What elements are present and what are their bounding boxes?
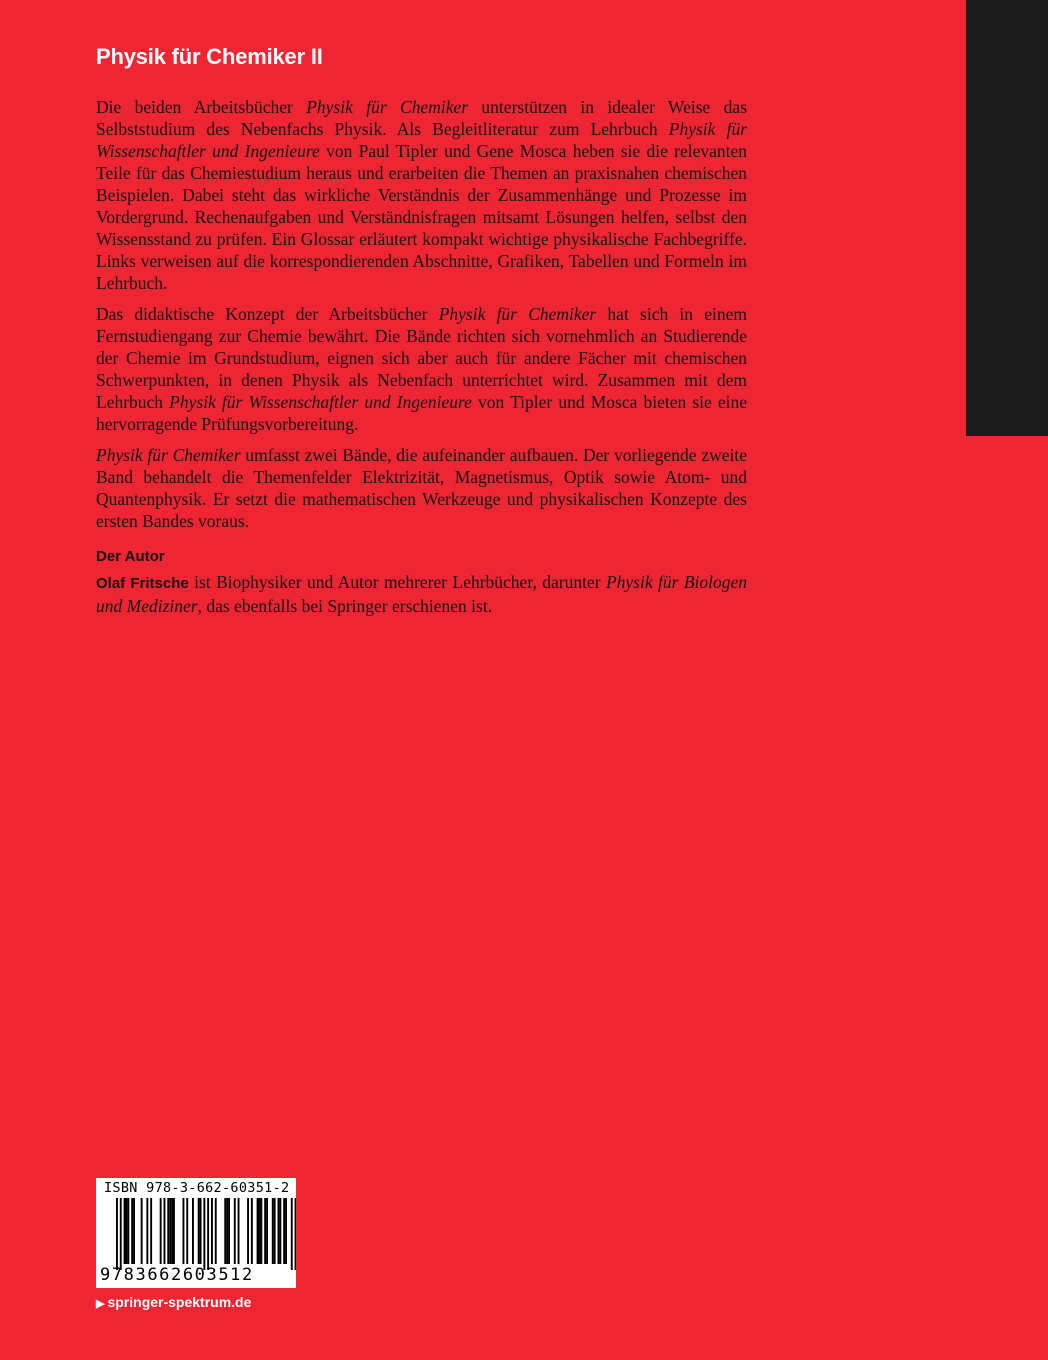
website-url: springer-spektrum.de <box>107 1294 252 1310</box>
barcode-bar <box>224 1198 226 1264</box>
barcode-bar <box>133 1198 135 1264</box>
barcode-bar <box>127 1198 129 1264</box>
blurb-text-segment: unterstützen in idealer Weise das Selbststudium des Nebenfachs Physik. Als Begleitliteratur zum Lehrbuch <box>96 97 748 139</box>
barcode-bar <box>126 1198 128 1264</box>
barcode-bar <box>226 1198 228 1264</box>
author-bio-segment: , das ebenfalls bei Springer erschienen ist. <box>197 596 493 616</box>
blurb-text-segment: Physik für Chemiker <box>438 304 597 324</box>
author-bio-text <box>96 572 747 616</box>
barcode-bar <box>120 1198 122 1270</box>
barcode-bar <box>160 1198 162 1264</box>
author-bio <box>96 571 747 617</box>
barcode-bar <box>279 1198 281 1264</box>
barcode-bar <box>266 1198 268 1264</box>
page-title: Physik für Chemiker II <box>96 44 323 69</box>
blurb-text-segment: Das didaktische Konzept der Arbeitsbücher <box>96 304 439 324</box>
barcode-bar <box>141 1198 143 1264</box>
barcode-bar <box>192 1198 194 1264</box>
barcode-bar <box>167 1198 169 1264</box>
barcode-bar <box>278 1198 280 1264</box>
blurb-text-segment: hat sich in einem Fernstudiengang zur Chemie bewährt. Die Bände richten sich vornehmlich an Studierende der Chemie im Grundstudium, eignen sich aber auch für andere Fächer mit chemischen Schwerpunkten, in denen Physik als Nebenfach unterrichtet wird. Zusammen mit dem Lehrbuch <box>96 304 747 412</box>
barcode-bar <box>203 1198 205 1270</box>
barcode-bar <box>116 1198 118 1270</box>
barcode-bar <box>264 1198 266 1264</box>
barcode-bar <box>131 1198 133 1264</box>
barcode-bar <box>183 1198 185 1264</box>
barcode-bar <box>169 1198 171 1264</box>
barcode-bar <box>260 1198 262 1264</box>
ean-digits: 9783662603512 <box>100 1265 254 1285</box>
author-name: Olaf Fritsche <box>96 575 189 592</box>
spine-bar <box>966 0 1048 436</box>
barcode-box <box>96 1178 296 1288</box>
blurb-text-segment: Physik für Wissenschaftler und Ingenieure <box>169 392 472 412</box>
blurb-text-segment: von Paul Tipler und Gene Mosca heben sie die relevanten Teile für das Chemiestudium heraus und erarbeiten die Themen an praxisnahen chemischen Beispielen. Dabei steht das wirkliche Verständnis der Zusammenhänge und Prozesse im Vordergrund. Rechenaufgaben und Verständnisfragen mitsamt Lösungen helfen, selbst den Wissensstand zu prüfen. Ein Glossar erläutert kompakt wichtige physikalische Fachbegriffe. Links verweisen auf die korrespondierenden Abschnitte, Grafiken, Tabellen und Formeln im Lehrbuch. <box>96 141 747 293</box>
barcode-bar <box>295 1198 296 1270</box>
blurb-paragraph-3 <box>96 444 747 532</box>
barcode-bar <box>186 1198 188 1264</box>
barcode-bar <box>215 1198 217 1264</box>
barcode-bar <box>274 1198 276 1264</box>
barcode-bar <box>150 1198 152 1264</box>
barcode-bar <box>247 1198 249 1264</box>
barcode-bar <box>257 1198 259 1264</box>
barcode-bar <box>211 1198 213 1264</box>
barcode-bar <box>173 1198 175 1264</box>
blurb-paragraph-1 <box>96 96 747 294</box>
barcode-bar <box>238 1198 240 1264</box>
barcode-bar <box>124 1198 126 1264</box>
barcode-bar <box>234 1198 236 1264</box>
barcode-bar <box>285 1198 287 1264</box>
barcode-bar <box>164 1198 166 1264</box>
barcode-bar <box>228 1198 230 1264</box>
isbn-label: ISBN 978-3-662-60351-2 <box>104 1180 290 1196</box>
barcode-bar <box>146 1198 148 1264</box>
author-bio-segment: Physik für Biologen und Mediziner <box>96 572 747 616</box>
author-bio-segment: ist Biophysiker und Autor mehrerer Lehrbücher, darunter <box>188 572 606 592</box>
blurb-text-segment: umfasst zwei Bände, die aufeinander aufbauen. Der vorliegende zweite Band behandelt die Themenfelder Elektrizität, Magnetismus, Optik sowie Atom- und Quantenphysik. Er setzt die mathematischen Werkzeuge und physikalischen Konzepte des ersten Bandes voraus. <box>96 445 747 531</box>
barcode-bar <box>291 1198 293 1270</box>
barcode-bar <box>272 1198 274 1264</box>
barcode-bar <box>251 1198 253 1264</box>
blurb-text <box>96 96 747 626</box>
barcode-bar <box>259 1198 261 1264</box>
blurb-text-segment: Physik für Wissenschaftler und Ingenieure <box>96 119 747 161</box>
barcode-bar <box>207 1198 209 1270</box>
barcode-bar <box>198 1198 200 1264</box>
blurb-text-segment: von Tipler und Mosca bieten sie eine hervorragende Prüfungsvorbereitung. <box>96 392 748 434</box>
blurb-paragraph-2 <box>96 303 747 435</box>
barcode-bar <box>171 1198 173 1264</box>
barcode-bar <box>200 1198 202 1264</box>
barcode-bar <box>283 1198 285 1264</box>
blurb-text-segment: Physik für Chemiker <box>306 97 469 117</box>
blurb-text-segment: Physik für Chemiker <box>96 445 241 465</box>
play-arrow-icon: ▶ <box>96 1298 105 1310</box>
author-heading: Der Autor <box>96 548 165 565</box>
blurb-text-segment: Die beiden Arbeitsbücher <box>96 97 307 117</box>
website-link[interactable] <box>96 1294 251 1310</box>
